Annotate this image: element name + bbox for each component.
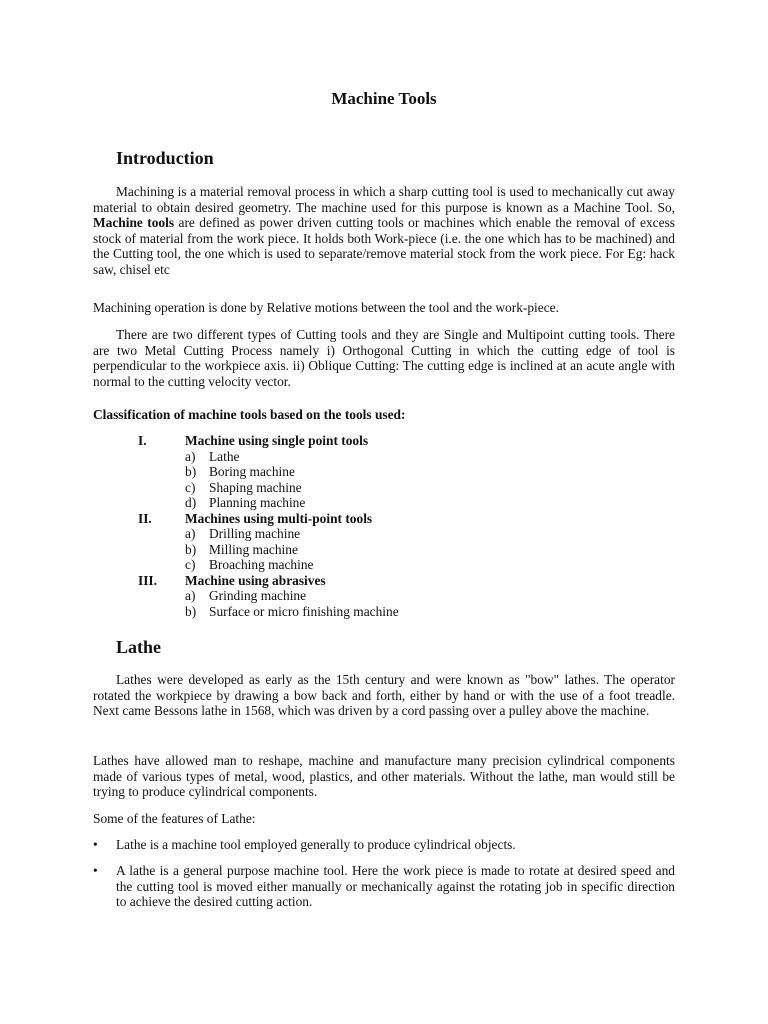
group-label: Machine using single point tools <box>185 433 369 448</box>
page-title: Machine Tools <box>331 89 437 108</box>
list-item <box>93 464 675 480</box>
lathe-paragraph-2: Lathes have allowed man to reshape, machine and manufacture many precision cylindrical components made of various types of metal, wood, plastics, and other materials. Without the lathe, man would still be trying to produce cylindrical components. <box>93 753 675 800</box>
classification-group <box>93 433 675 449</box>
section-heading-lathe: Lathe <box>116 637 161 657</box>
list-item-label: Boring machine <box>209 464 295 480</box>
bullet-text: A lathe is a general purpose machine tool. Here the work piece is made to rotate at desired speed and the cutting tool is moved either manually or mechanically against the rotating job in specific direction to achieve the desired cutting action. <box>116 863 675 910</box>
classification-heading: Classification of machine tools based on the tools used: <box>93 407 406 422</box>
list-item-letter: a) <box>185 588 196 604</box>
group-label: Machine using abrasives <box>185 572 326 588</box>
list-item-label: Surface or micro finishing machine <box>209 604 399 620</box>
list-item <box>93 604 675 620</box>
group-numeral: III. <box>138 572 157 588</box>
list-item-letter: d) <box>185 495 197 511</box>
intro-paragraph-1 <box>93 184 675 278</box>
lathe-paragraph-3: Some of the features of Lathe: <box>93 811 256 826</box>
list-item <box>93 495 675 511</box>
list-item <box>93 557 675 573</box>
list-item-label: Milling machine <box>209 541 298 557</box>
group-numeral: I. <box>138 433 147 448</box>
list-item-label: Shaping machine <box>209 479 302 495</box>
bullet-text: Lathe is a machine tool employed generally to produce cylindrical objects. <box>116 837 516 852</box>
list-item-letter: a) <box>185 448 196 464</box>
group-numeral: II. <box>138 510 152 526</box>
intro-paragraph-1-text-a: Machining is a material removal process in which a sharp cutting tool is used to mechanically cut away material to obtain desired geometry. The machine used for this purpose is known as a Machine Tool. So, <box>93 184 675 215</box>
list-item <box>93 480 675 496</box>
list-item-label: Lathe <box>209 448 240 464</box>
list-item <box>93 588 675 604</box>
bullet-item <box>93 837 675 853</box>
classification-list <box>93 433 675 620</box>
intro-paragraph-1-text-b: are defined as power driven cutting tools or machines which enable the removal of excess stock of material from the work piece. It holds both Work-piece (i.e. the one which has to be machined) and the Cutting tool, the one which is used to separate/remove material stock from the work piece. For Eg: hack saw, chisel etc <box>93 215 675 277</box>
list-item-label: Drilling machine <box>209 526 301 542</box>
list-item <box>93 526 675 542</box>
list-item-letter: c) <box>185 557 196 573</box>
list-item-letter: c) <box>185 479 196 495</box>
list-item-label: Broaching machine <box>209 557 314 573</box>
classification-group <box>93 573 675 589</box>
classification-group <box>93 511 675 527</box>
list-item-letter: b) <box>185 464 197 480</box>
intro-paragraph-3: There are two different types of Cutting tools and they are Single and Multipoint cutting tools. There are two Metal Cutting Process namely i) Orthogonal Cutting in which the cutting edge of tool is perpendicular to the workpiece axis. ii) Oblique Cutting: The cutting edge is inclined at an acute angle with normal to the cutting velocity vector. <box>93 327 675 389</box>
lathe-paragraph-1: Lathes were developed as early as the 15th century and were known as "bow" lathes. The operator rotated the workpiece by drawing a bow back and forth, either by hand or with the use of a foot treadle. Next came Bessons lathe in 1568, which was driven by a cord passing over a pulley above the machine. <box>93 672 675 719</box>
intro-paragraph-2: Machining operation is done by Relative motions between the tool and the work-piece. <box>93 300 559 315</box>
list-item-letter: b) <box>185 541 197 557</box>
list-item-label: Planning machine <box>209 495 306 511</box>
list-item <box>93 542 675 558</box>
intro-paragraph-1-bold-term: Machine tools <box>93 215 175 231</box>
bullet-icon: • <box>93 863 98 878</box>
list-item <box>93 449 675 465</box>
list-item-letter: a) <box>185 526 196 542</box>
group-label: Machines using multi-point tools <box>185 510 373 526</box>
bullet-icon: • <box>93 837 98 852</box>
section-heading-introduction: Introduction <box>116 148 214 168</box>
list-item-label: Grinding machine <box>209 588 307 604</box>
list-item-letter: b) <box>185 604 197 620</box>
bullet-item <box>93 863 675 910</box>
